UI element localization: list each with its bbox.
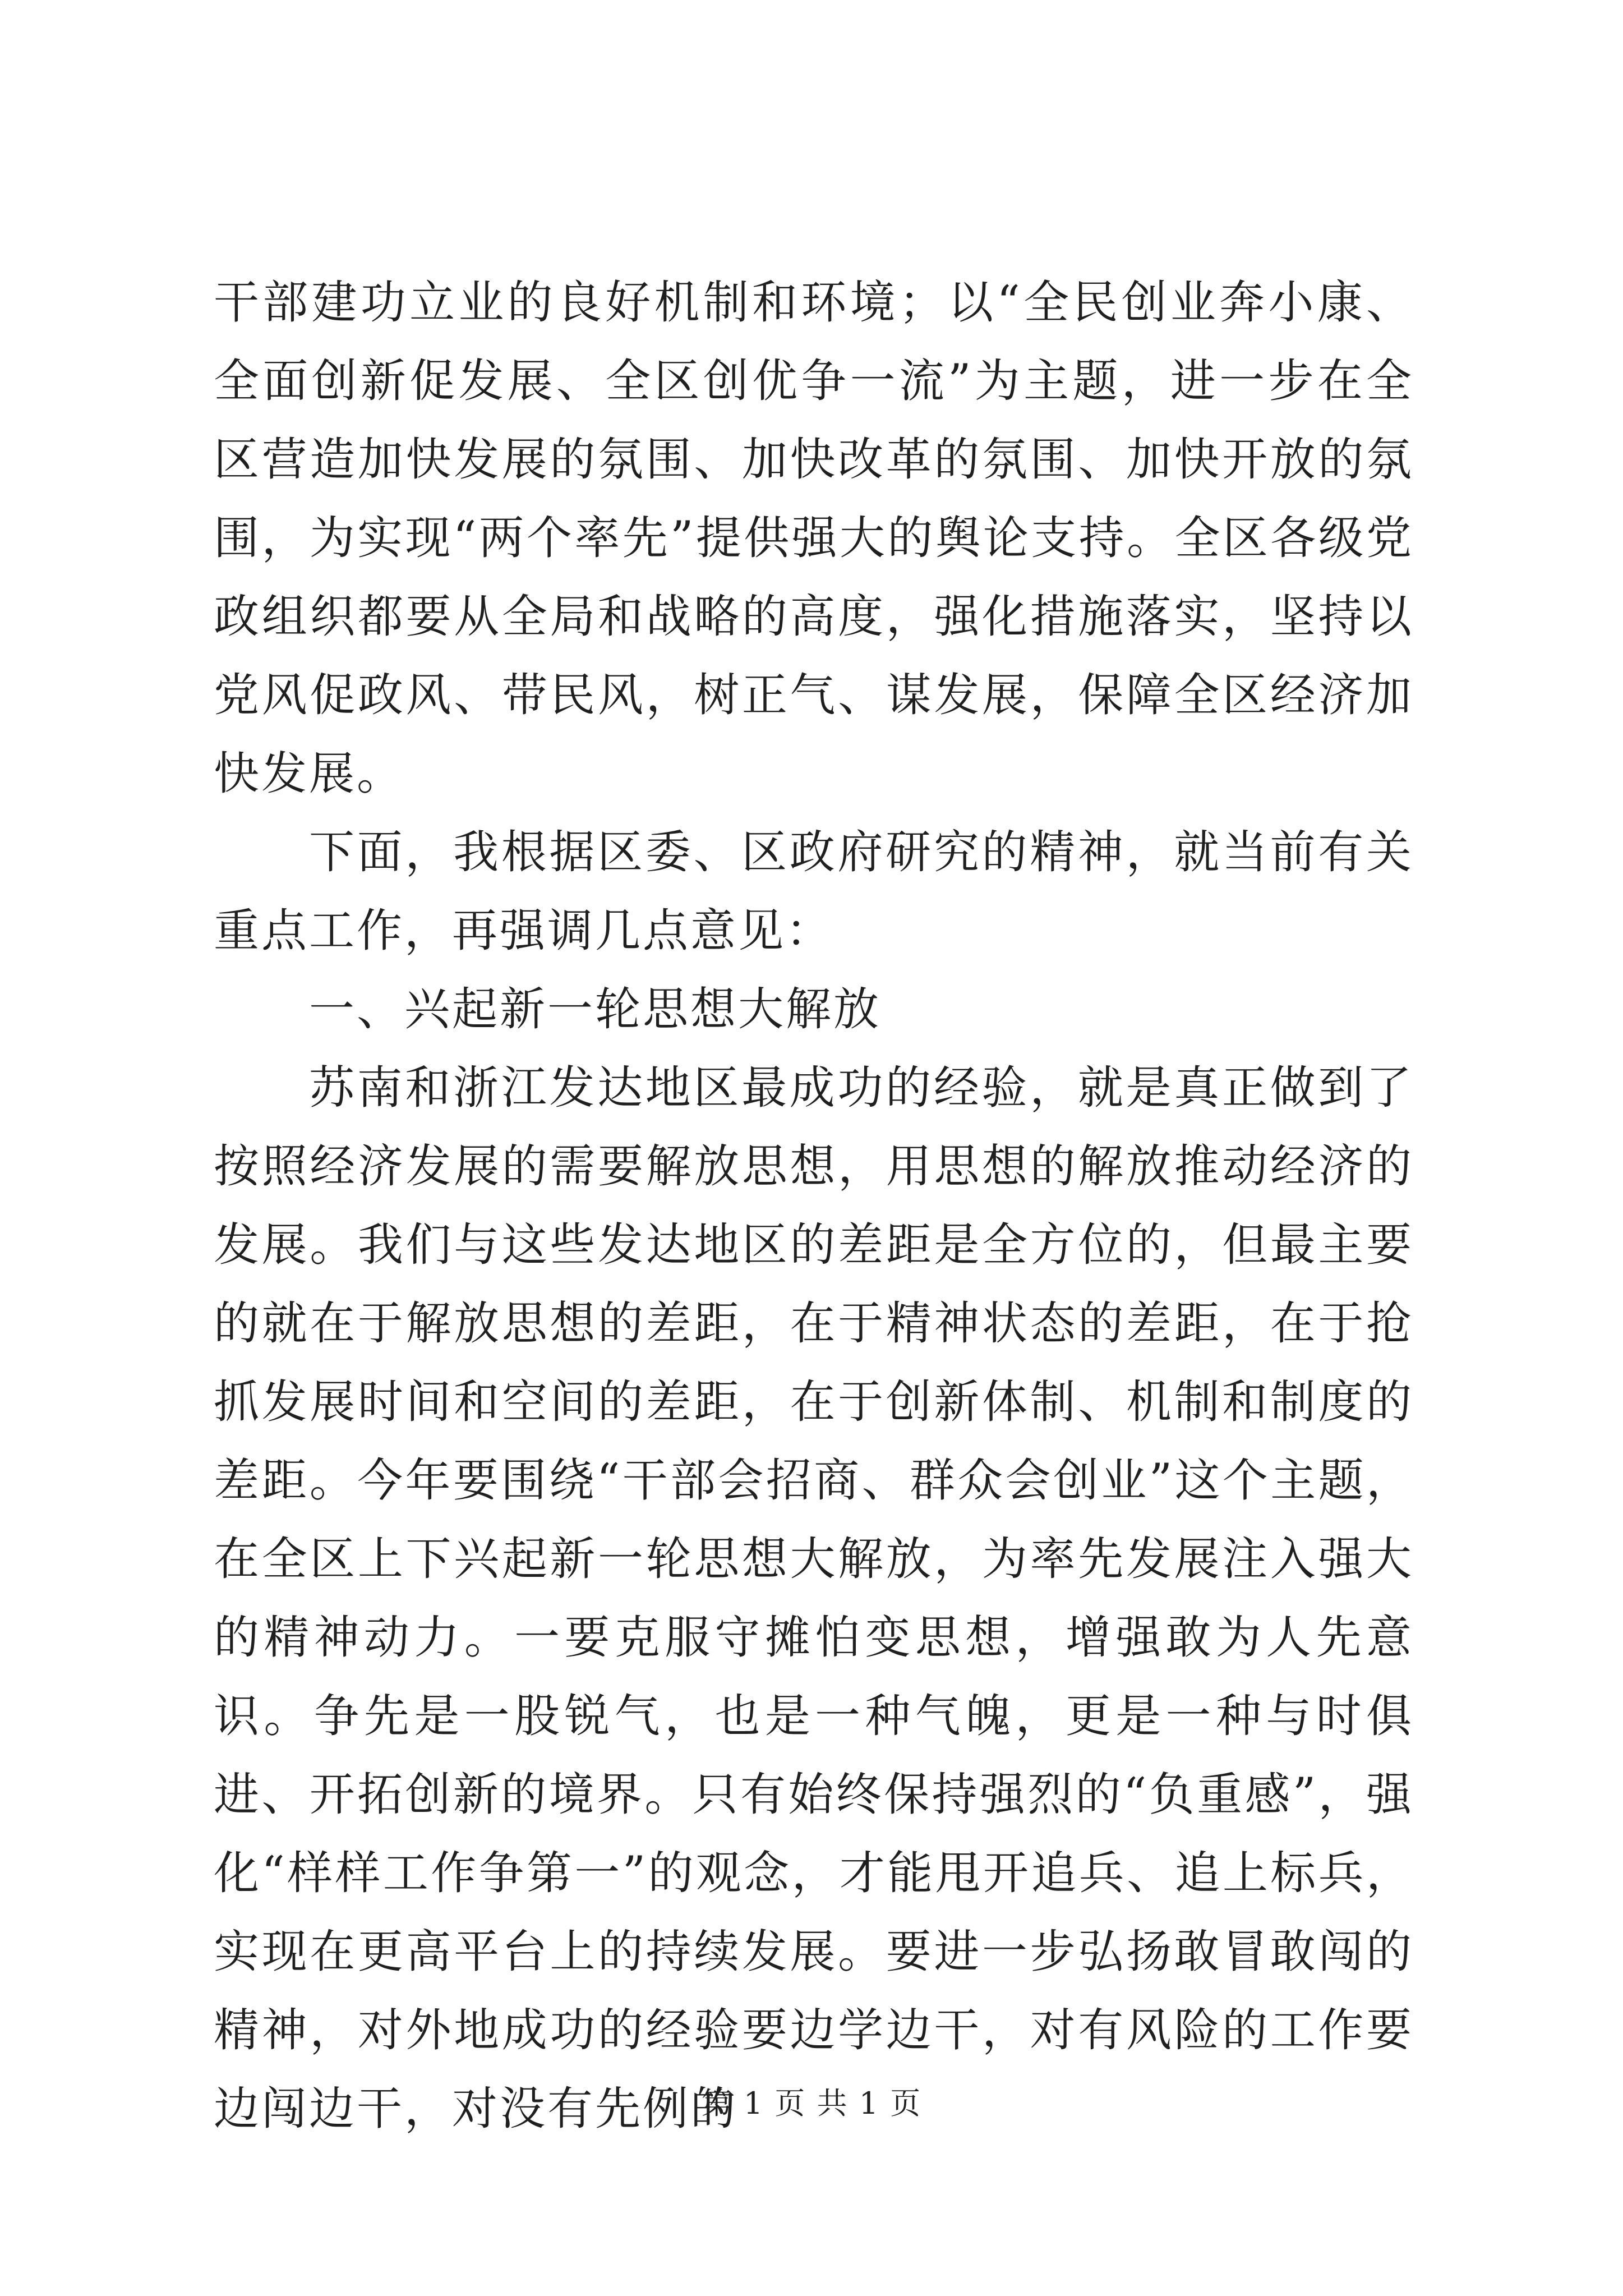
page-footer: 第 1 页 共 1 页 <box>701 2086 922 2121</box>
paragraph-continuation: 干部建功立业的良好机制和环境；以“全民创业奔小康、全面创新促发展、全区创优争一流”为主题，进一步在全区营造加快发展的氛围、加快改革的氛围、加快开放的氛围，为实现“两个率先”提供强大的舆论支持。全区各级党政组织都要从全局和战略的高度，强化措施落实，坚持以党风促政风、带民风，树正气、谋发展，保障全区经济加快发展。 <box>214 277 1414 800</box>
paragraph-body: 苏南和浙江发达地区最成功的经验，就是真正做到了按照经济发展的需要解放思想，用思想的解放推动经济的发展。我们与这些发达地区的差距是全方位的，但最主要的就在于解放思想的差距，在于精神状态的差距，在于抢抓发展时间和空间的差距，在于创新体制、机制和制度的差距。今年要围绕“干部会招商、群众会创业”这个主题，在全区上下兴起新一轮思想大解放，为率先发展注入强大的精神动力。一要克服守摊怕变思想，增强敢为人先意识。争先是一股锐气，也是一种气魄，更是一种与时俱进、开拓创新的境界。只有始终保持强烈的“负重感”，强化“样样工作争第一”的观念，才能甩开追兵、追上标兵，实现在更高平台上的持续发展。要进一步弘扬敢冒敢闯的精神，对外地成功的经验要边学边干，对有风险的工作要边闯边干，对没有先例的 <box>214 1062 1414 2136</box>
section-heading: 一、兴起新一轮思想大解放 <box>309 983 882 1036</box>
document-body <box>214 264 1414 2148</box>
paragraph-intro: 下面，我根据区委、区政府研究的精神，就当前有关重点工作，再强调几点意见： <box>214 826 1414 958</box>
